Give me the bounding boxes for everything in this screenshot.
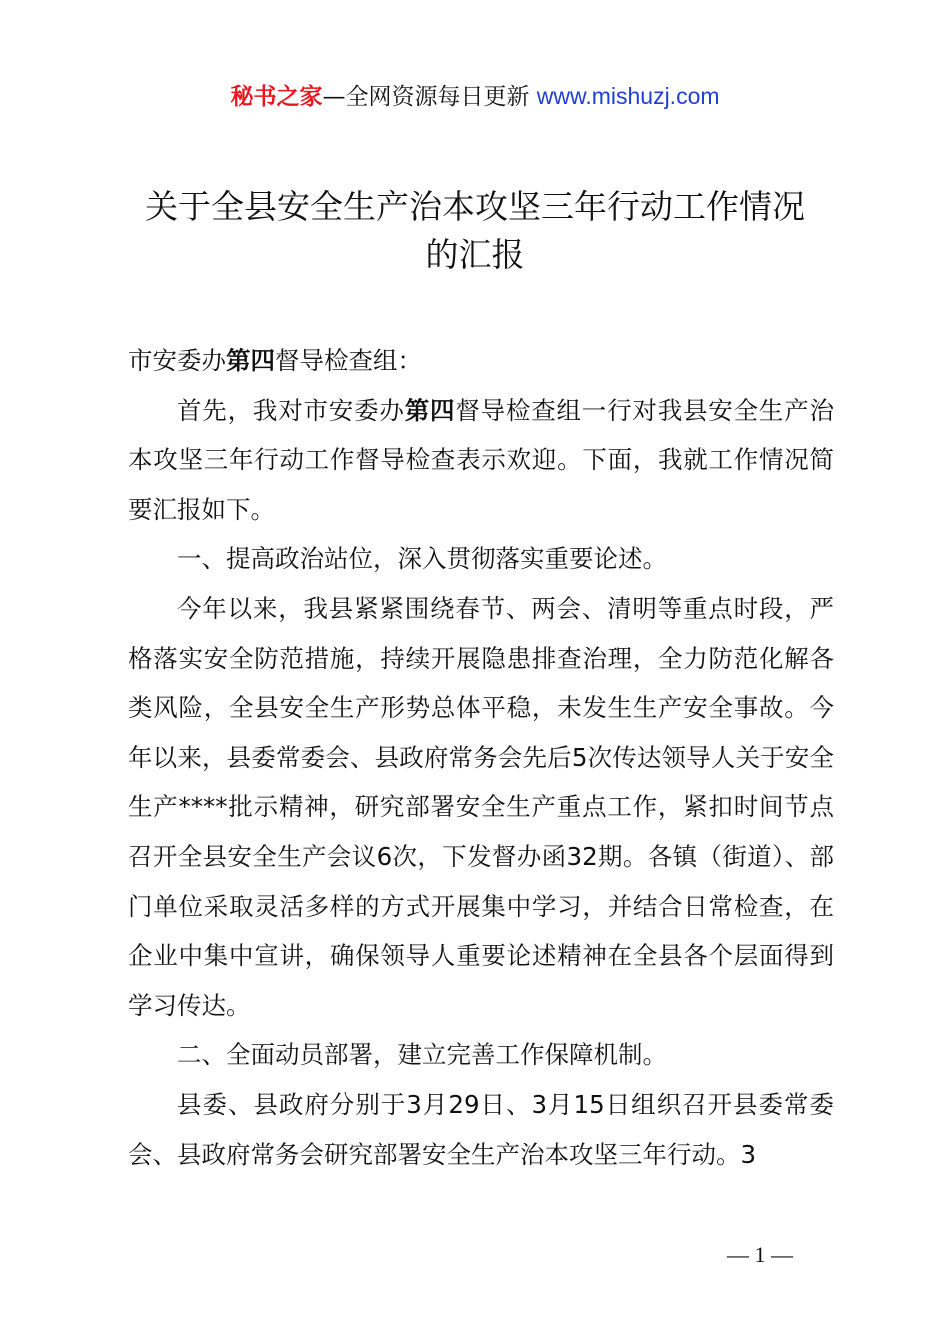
salutation-pre: 市安委办 [128,346,226,375]
paragraph-intro [128,386,834,535]
document-body [128,336,834,1179]
document-title [120,183,830,279]
salutation-post: 督导检查组： [275,346,422,375]
site-url[interactable]: www.mishuzj.com [536,83,720,109]
intro-pre: 首先，我对市安委办 [177,395,405,425]
intro-post: 督导检查组一行对我县安全生产治本攻坚三年行动工作督导检查表示欢迎。下面，我就工作情况简要汇报如下。 [128,395,835,524]
section-heading-2: 二、全面动员部署，建立完善工作保障机制。 [177,1040,667,1070]
salutation [128,336,834,386]
salutation-bold: 第四 [226,346,275,375]
site-brand: 秘书之家 [230,84,323,110]
page-number: — 1 — [727,1242,793,1267]
section-heading-1: 一、提高政治站位，深入贯彻落实重要论述。 [177,544,667,574]
intro-bold: 第四 [404,395,456,425]
site-tagline: —全网资源每日更新 [322,84,537,110]
paragraph-section-1: 今年以来，我县紧紧围绕春节、两会、清明等重点时段，严格落实安全防范措施，持续开展隐患排查治理，全力防范化解各类风险，全县安全生产形势总体平稳，未发生生产安全事故。今年以来，县委常委会、县政府常务会先后5次传达领导人关于安全生产****批示精神，研究部署安全生产重点工作，紧扣时间节点召开全县安全生产会议6次，下发督办函32期。各镇（街道）、部门单位采取灵活多样的方式开展集中学习，并结合日常检查，在企业中集中宣讲，确保领导人重要论述精神在全县各个层面得到学习传达。 [128,593,834,1020]
title-line-1: 关于全县安全生产治本攻坚三年行动工作情况 [145,187,805,226]
paragraph-section-2: 县委、县政府分别于3月29日、3月15日组织召开县委常委会、县政府常务会研究部署安全生产治本攻坚三年行动。3 [128,1089,834,1169]
site-header [0,80,950,113]
title-line-2: 的汇报 [425,235,525,274]
